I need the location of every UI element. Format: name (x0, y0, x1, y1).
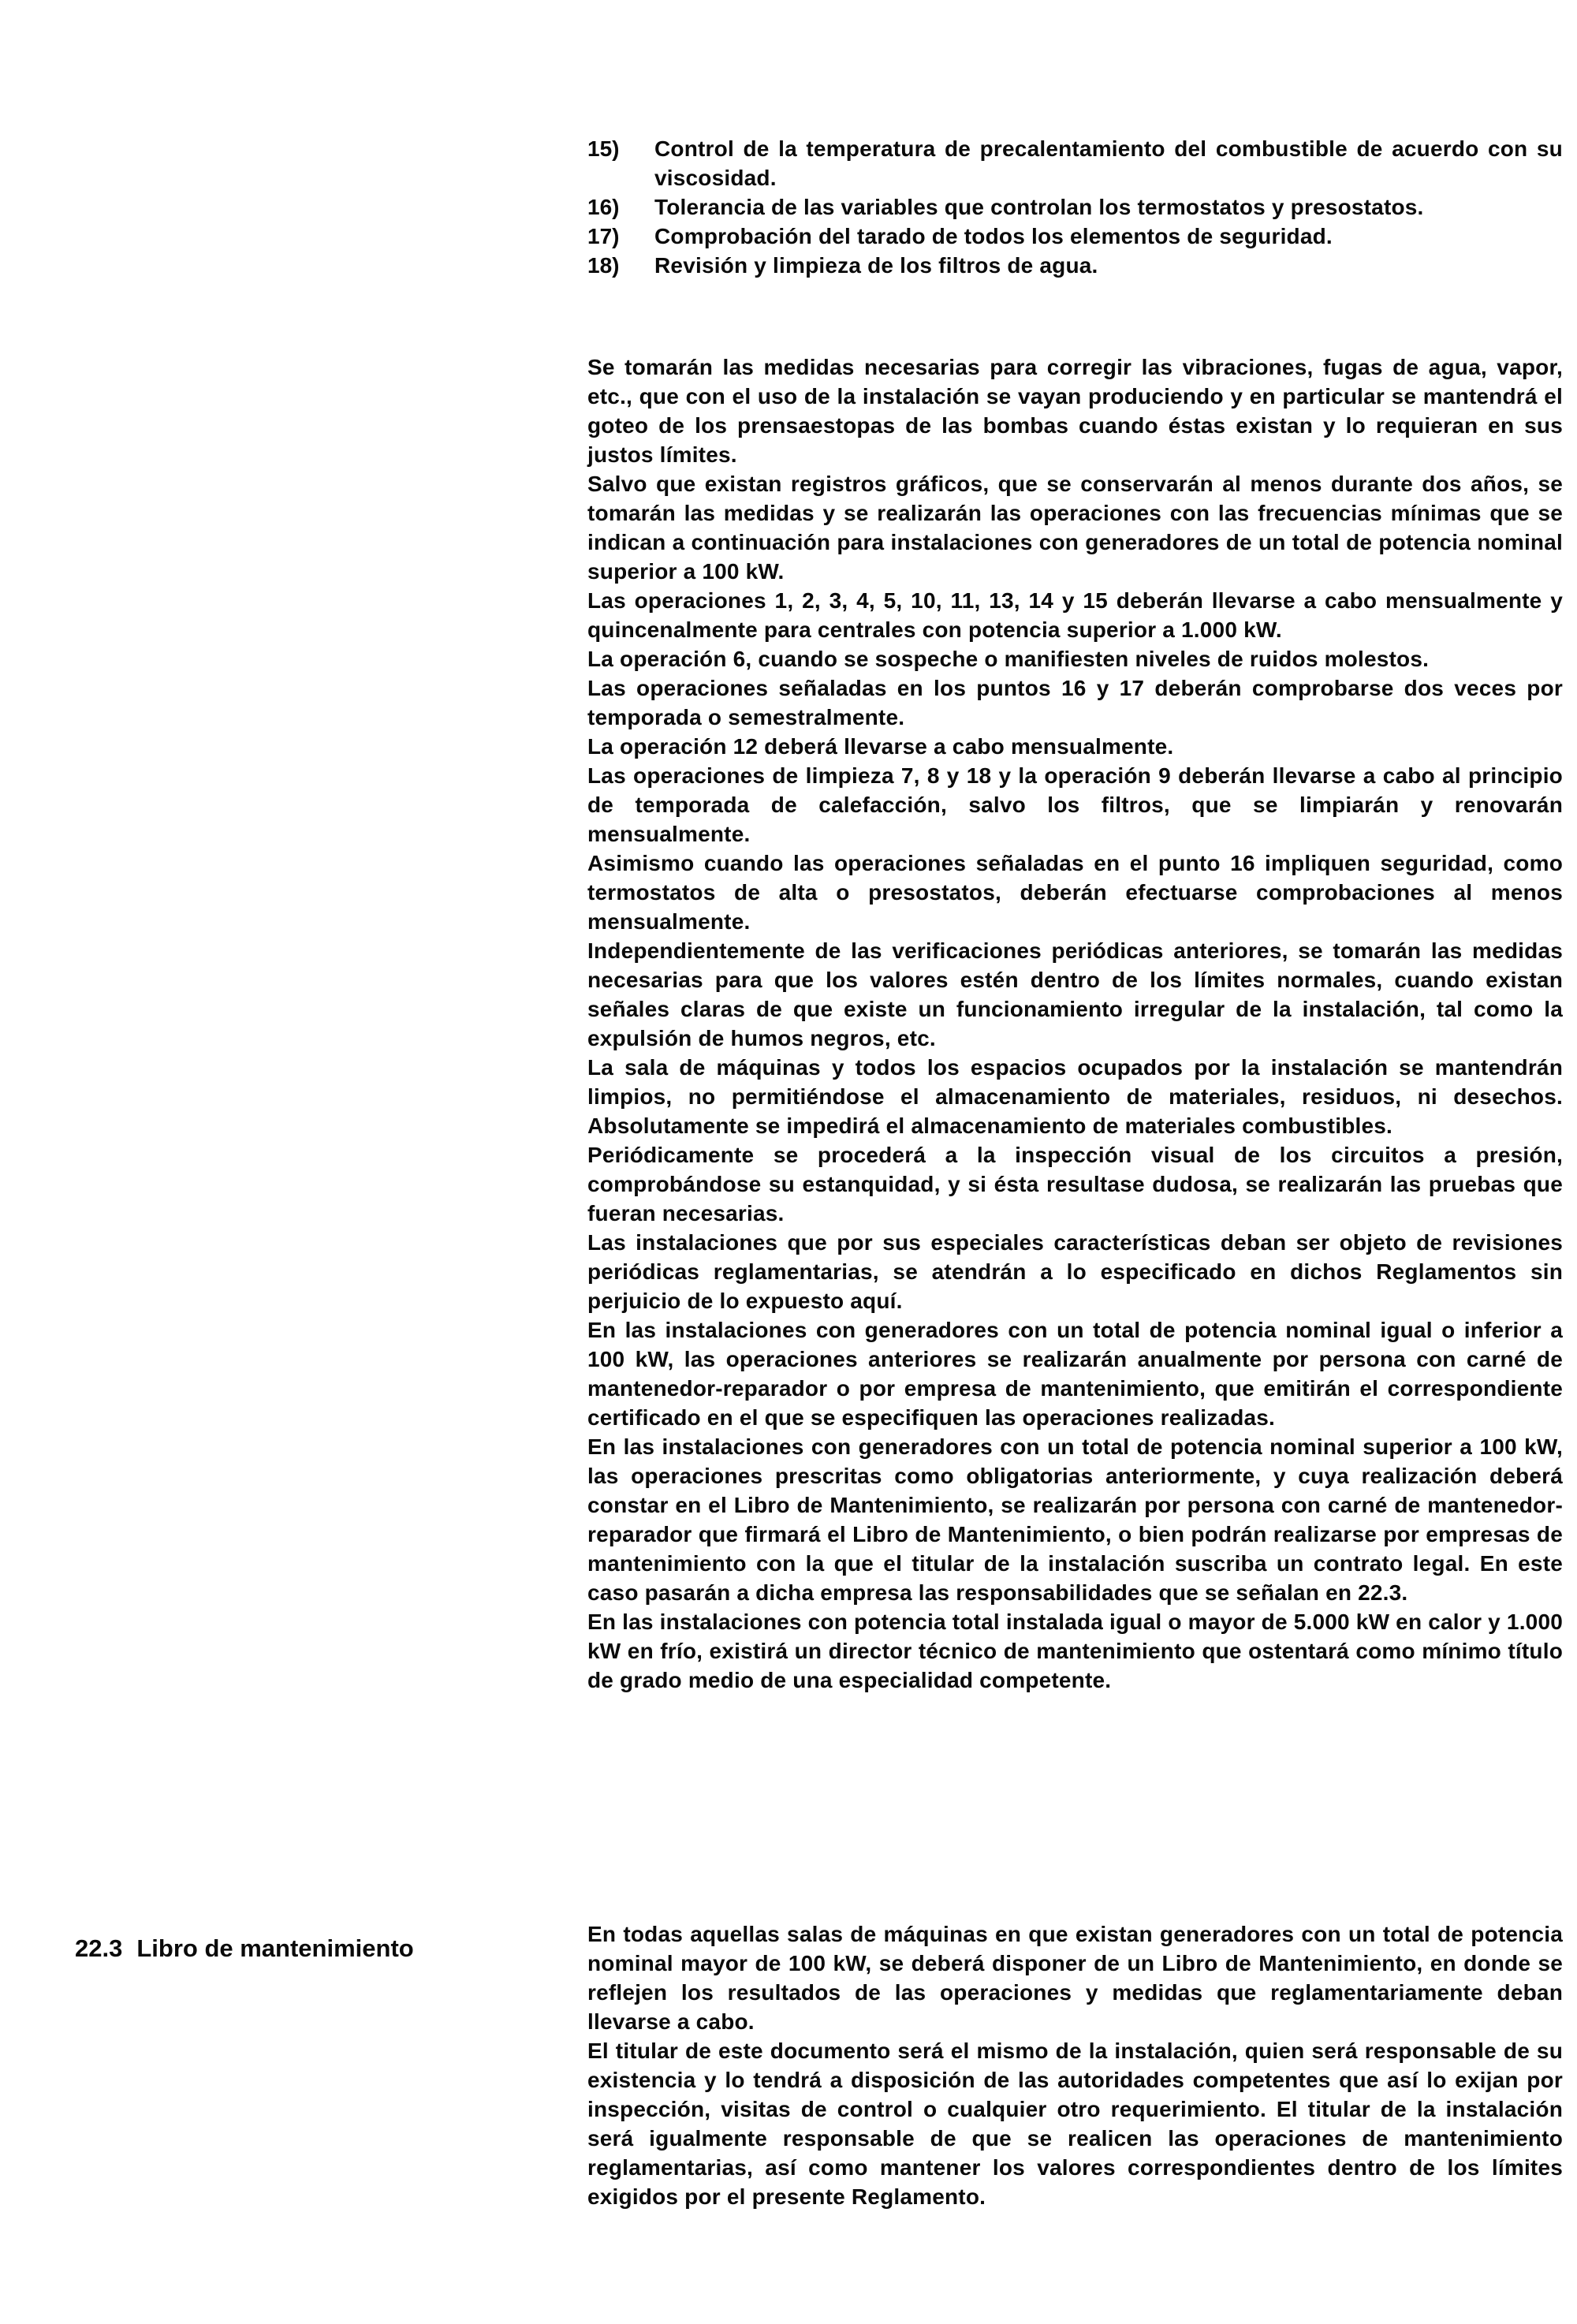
list-item-number: 16) (587, 195, 620, 219)
section-title: Libro de mantenimiento (136, 1934, 414, 1962)
body-paragraph: La operación 12 deberá llevarse a cabo mensualmente. (587, 734, 1174, 759)
body-paragraph: Asimismo cuando las operaciones señaladas en el punto 16 impliquen seguridad, como termostatos de alta o presostatos, deberán efectuarse comprobaciones al menos mensualmente. (587, 851, 1563, 934)
list-item (587, 251, 1563, 280)
body-paragraph: Se tomarán las medidas necesarias para corregir las vibraciones, fugas de agua, vapor, etc., que con el uso de la instalación se vayan produciendo y en particular se mantendrá el goteo de los prensaestopas de las bombas cuando éstas existan y lo requieran en sus justos límites. (587, 355, 1563, 467)
body-paragraph: Las operaciones de limpieza 7, 8 y 18 y la operación 9 deberán llevarse a cabo al principio de temporada de calefacción, salvo los filtros, que se limpiarán y renovarán mensualmente. (587, 763, 1563, 846)
list-item-number: 15) (587, 136, 620, 161)
section-number: 22.3 (75, 1934, 123, 1962)
maintenance-operations-text (587, 353, 1563, 1695)
list-item-text: Revisión y limpieza de los filtros de agua. (654, 253, 1098, 278)
list-item (587, 134, 1563, 192)
body-paragraph: Periódicamente se procederá a la inspección visual de los circuitos a presión, comprobándose su estanquidad, y si ésta resultase dudosa, se realizarán las pruebas que fueran necesarias. (587, 1143, 1563, 1225)
body-paragraph: En las instalaciones con generadores con un total de potencia nominal superior a 100 kW, las operaciones prescritas como obligatorias anteriormente, y cuya realización deberá constar en el Libro de Mantenimiento, se realizarán por persona con carné de mantenedor-reparador que firmará el Libro de Mantenimiento, o bien podrán realizarse por empresas de mantenimiento con la que el titular de la instalación suscriba un contrato legal. En este caso pasarán a dicha empresa las responsabilidades que se señalan en 22.3. (587, 1434, 1563, 1605)
body-paragraph: Las operaciones 1, 2, 3, 4, 5, 10, 11, 13, 14 y 15 deberán llevarse a cabo mensualmente y quincenalmente para centrales con potencia superior a 1.000 kW. (587, 588, 1563, 642)
body-paragraph: Salvo que existan registros gráficos, que se conservarán al menos durante dos años, se tomarán las medidas y se realizarán las operaciones con las frecuencias mínimas que se indican a continuación para instalaciones con generadores de un total de potencia nominal superior a 100 kW. (587, 472, 1563, 584)
body-paragraph: En todas aquellas salas de máquinas en que existan generadores con un total de potencia nominal mayor de 100 kW, se deberá disponer de un Libro de Mantenimiento, en donde se reflejen los resultados de las operaciones y medidas que reglamentariamente deban llevarse a cabo. (587, 1922, 1563, 2034)
list-item-text: Control de la temperatura de precalentamiento del combustible de acuerdo con su viscosidad. (654, 136, 1563, 190)
body-paragraph: La operación 6, cuando se sospeche o manifiesten niveles de ruidos molestos. (587, 647, 1430, 671)
body-paragraph: Independientemente de las verificaciones periódicas anteriores, se tomarán las medidas necesarias para que los valores estén dentro de los límites normales, cuando existan señales claras de que existe un funcionamiento irregular de la instalación, tal como la expulsión de humos negros, etc. (587, 938, 1563, 1050)
section-heading (75, 1934, 414, 1963)
list-item-number: 18) (587, 253, 620, 278)
maintenance-book-text (587, 1919, 1563, 2211)
list-item-text: Comprobación del tarado de todos los elementos de seguridad. (654, 224, 1333, 248)
body-paragraph: La sala de máquinas y todos los espacios ocupados por la instalación se mantendrán limpios, no permitiéndose el almacenamiento de materiales, residuos, ni desechos. Absolutamente se impedirá el almacenamiento de materiales combustibles. (587, 1055, 1563, 1138)
body-paragraph: En las instalaciones con potencia total instalada igual o mayor de 5.000 kW en calor y 1.000 kW en frío, existirá un director técnico de mantenimiento que ostentará como mínimo título de grado medio de una especialidad competente. (587, 1610, 1563, 1692)
body-paragraph: En las instalaciones con generadores con un total de potencia nominal igual o inferior a 100 kW, las operaciones anteriores se realizarán anualmente por persona con carné de mantenedor-reparador o por empresa de mantenimiento, que emitirán el correspondiente certificado en el que se especifiquen las operaciones realizadas. (587, 1318, 1563, 1430)
list-item-number: 17) (587, 224, 620, 248)
numbered-list (587, 134, 1563, 280)
body-paragraph: Las operaciones señaladas en los puntos 16 y 17 deberán comprobarse dos veces por temporada o semestralmente. (587, 676, 1563, 729)
list-item (587, 192, 1563, 222)
list-item-text: Tolerancia de las variables que controlan los termostatos y presostatos. (654, 195, 1424, 219)
body-paragraph: El titular de este documento será el mismo de la instalación, quien será responsable de su existencia y lo tendrá a disposición de las autoridades competentes que así lo exijan por inspección, visitas de control o cualquier otro requerimiento. El titular de la instalación será igualmente responsable de que se realicen las operaciones de mantenimiento reglamentarias, así como mantener los valores correspondientes dentro de los límites exigidos por el presente Reglamento. (587, 2039, 1563, 2209)
body-paragraph: Las instalaciones que por sus especiales características deban ser objeto de revisiones periódicas reglamentarias, se atendrán a lo especificado en dichos Reglamentos sin perjuicio de lo expuesto aquí. (587, 1230, 1563, 1313)
list-item (587, 222, 1563, 251)
